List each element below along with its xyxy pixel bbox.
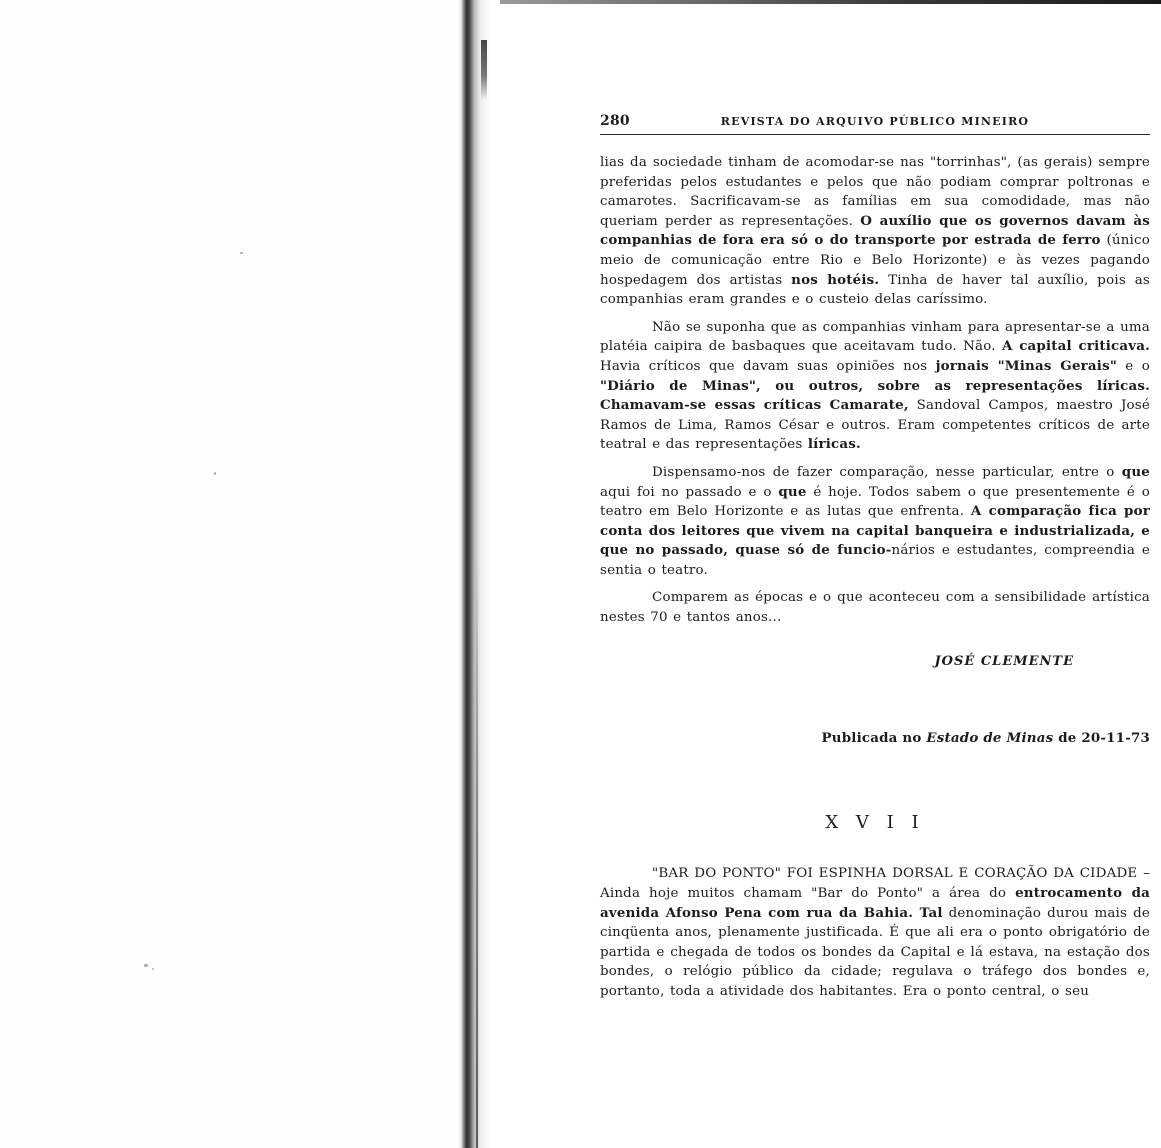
paper-speck [144, 964, 148, 967]
text-run: aqui foi no passado e o [600, 484, 779, 500]
text-run: Não se suponha que as companhias vinham para apresentar-se a uma platéia caipira de basbaques que aceitavam tudo. Não. [600, 319, 1150, 355]
publication-middle: de [1058, 730, 1077, 747]
text-run: (único meio de comunicação entre Rio e Belo Horizonte) e às vezes pagando hospedagem dos artistas [600, 233, 1150, 288]
paper-speck [214, 472, 216, 475]
text-run: Sandoval Campos, maestro José Ramos de Lima, Ramos César e outros. Eram competentes críticos de arte teatral e das representações [600, 398, 1150, 453]
paragraph-comparacao [600, 463, 1150, 581]
text-run: jornais "Minas Gerais" [935, 357, 1117, 374]
chapter-heading: X V I I [825, 811, 925, 833]
left-blank-page [0, 0, 462, 1148]
text-run: é hoje. Todos sabem o que presentemente é o teatro em Belo Horizonte e as lutas que enfrenta. [600, 484, 1150, 520]
text-run: líricas. [807, 436, 861, 453]
right-printed-page [600, 112, 1150, 1112]
text-run: nos hotéis. [791, 271, 880, 288]
text-run: que [778, 483, 807, 500]
text-run: nários e estudantes, compreendia e sentia o teatro. [600, 543, 1150, 578]
paragraph-epocas [600, 588, 1150, 627]
paragraph-bar-do-ponto [600, 864, 1150, 1001]
paper-speck [152, 968, 154, 970]
text-run: A comparação fica por conta dos leitores que vivem na capital banqueira e industrializada, e que no passado, quase só de funcio- [600, 503, 1151, 559]
paper-speck [240, 252, 243, 254]
text-run: que [1121, 463, 1150, 480]
publication-prefix: Publicada no [821, 730, 922, 747]
author-signature: JOSÉ CLEMENTE [934, 653, 1074, 669]
page-number: 280 [600, 113, 630, 129]
paragraph-criticos [600, 318, 1150, 455]
book-gutter [458, 0, 498, 1148]
text-run: "BAR DO PONTO" FOI ESPINHA DORSAL E CORAÇÃO DA CIDADE – Ainda hoje muitos chamam "Bar do Ponto" a área do [600, 866, 1150, 902]
text-run: entrocamento da avenida Afonso Pena com rua da Bahia. Tal [600, 885, 1151, 921]
gutter-mark [481, 40, 487, 100]
newspaper-name: Estado de Minas [926, 730, 1054, 747]
text-run: A capital criticava. [1001, 338, 1150, 355]
text-run: "Diário de Minas", ou outros, sobre as representações líricas. Chamavam-se essas críticas Camarate, [600, 377, 1150, 414]
running-head [600, 112, 1150, 135]
text-run: Havia críticos que davam suas opiniões nos [600, 358, 936, 374]
paragraph-torrinhas [600, 153, 1150, 310]
text-run: e o [1117, 358, 1150, 374]
gutter-line [476, 560, 478, 1148]
publication-note [600, 729, 1150, 749]
text-run: lias da sociedade tinham de acomodar-se nas "torrinhas", (as gerais) sempre preferidas pelos estudantes e pelos que não podiam comprar poltronas e camarotes. Sacrificavam-se as famílias em sua comodidade, mas não queriam perder as representações. [600, 155, 1150, 229]
publication-date: 20-11-73 [1081, 730, 1150, 747]
page-top-edge [500, 0, 1161, 4]
text-run: denominação durou mais de cinqüenta anos, plenamente justificada. É que ali era o ponto obrigatório de partida e chegada de todos os bondes da Capital e lá estava, na estação dos bondes, o relógio público da cidade; regulava o tráfego dos bondes e, portanto, toda a atividade dos habitantes. Era o ponto central, o seu [600, 905, 1151, 999]
text-run: Comparem as épocas e o que aconteceu com a sensibilidade artística nestes 70 e tantos anos... [600, 590, 1150, 626]
text-run: Tinha de haver tal auxílio, pois as companhias eram grandes e o custeio delas caríssimo. [600, 272, 1150, 308]
text-run: Dispensamo-nos de fazer comparação, nesse particular, entre o [652, 464, 1122, 480]
text-run: O auxílio que os governos davam às companhias de fora era só o do transporte por estrada de ferro [600, 212, 1150, 249]
journal-title: REVISTA DO ARQUIVO PÚBLICO MINEIRO [720, 115, 1030, 128]
